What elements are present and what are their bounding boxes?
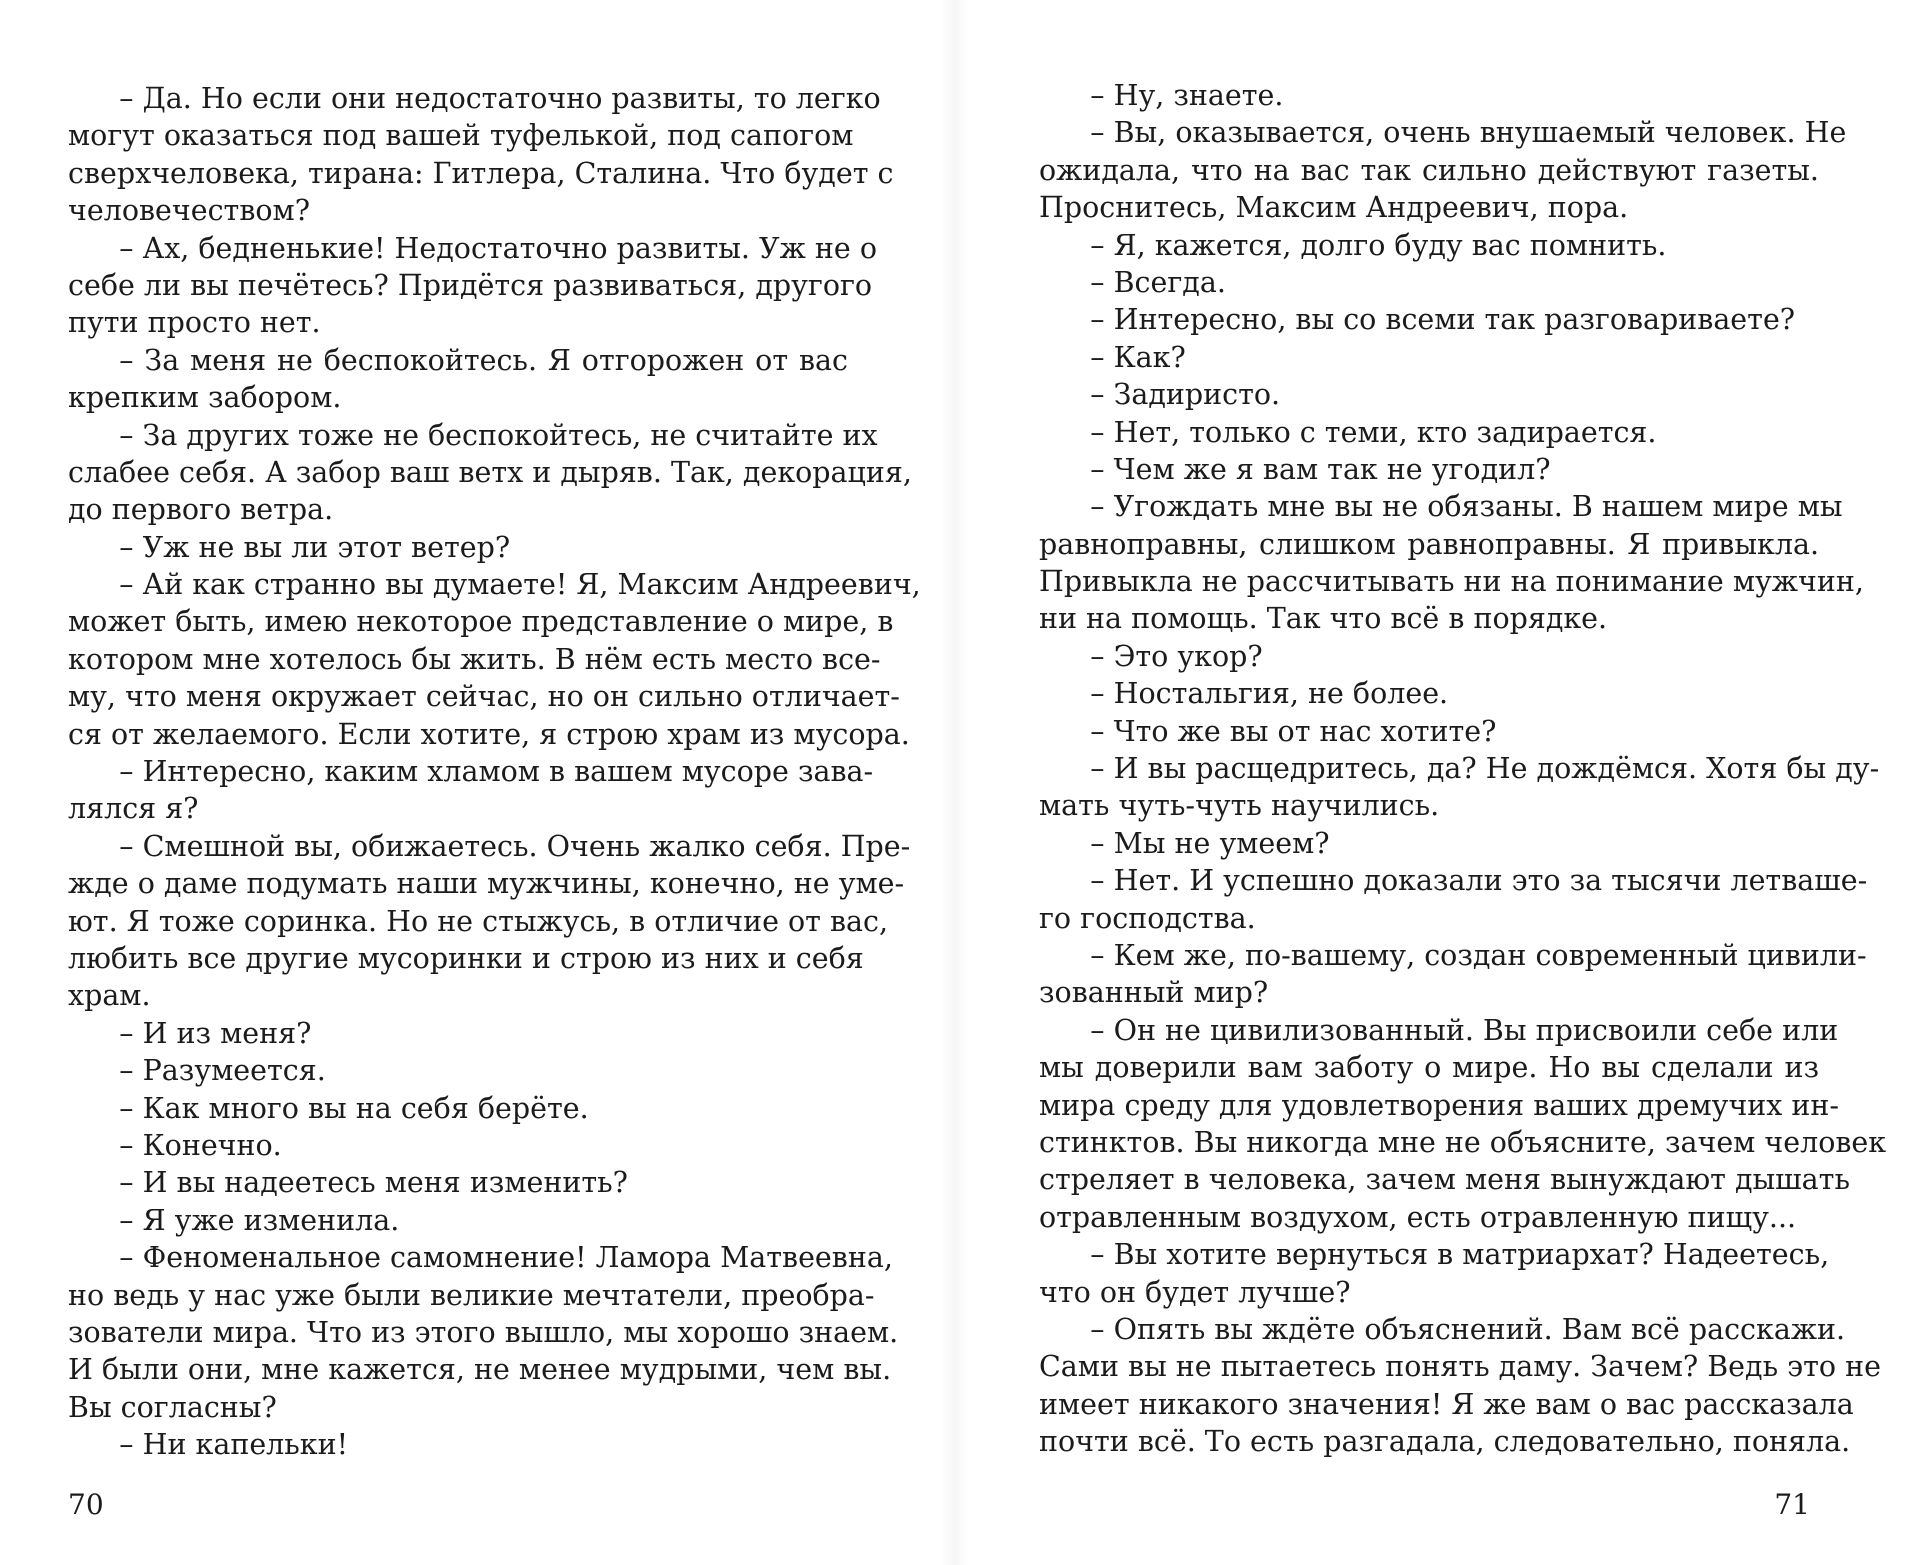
text-line: – И из меня?: [119, 1016, 312, 1050]
text-line: – Ну, знаете.: [1090, 79, 1284, 112]
text-line: – Ностальгия, не более.: [1090, 677, 1449, 711]
text-line: Вы согласны?: [68, 1390, 277, 1424]
text-line: – Уж не вы ли этот ветер?: [119, 530, 511, 564]
text-line: Проснитесь, Максим Андреевич, пора.: [1039, 191, 1629, 225]
text-line: ожидала, что на вас так сильно действуют газеты.: [1039, 153, 1819, 187]
text-line: – Я уже изменила.: [119, 1203, 400, 1237]
text-line: ся от желаемого. Если хотите, я строю храм из мусора.: [68, 717, 910, 751]
right-page-text: [1039, 77, 1887, 1460]
text-line: – Да. Но если они недостаточно развиты, то легко: [119, 82, 881, 115]
text-line: стинктов. Вы никогда мне не объясните, зачем человек: [1039, 1125, 1887, 1159]
text-line: равноправны, слишком равноправны. Я привыкла.: [1039, 527, 1819, 561]
text-line: – Задиристо.: [1090, 378, 1281, 412]
text-line: – Феноменальное самомнение! Ламора Матвеевна,: [119, 1241, 893, 1275]
text-line: И были они, мне кажется, не менее мудрыми, чем вы.: [68, 1353, 892, 1387]
text-line: – И вы надеетесь меня изменить?: [119, 1166, 628, 1200]
text-line: почти всё. То есть разгадала, следовательно, поняла.: [1039, 1425, 1851, 1459]
text-line: – Ах, бедненькие! Недостаточно развиты. Уж не о: [119, 231, 877, 265]
text-line: го господства.: [1039, 901, 1256, 935]
text-line: сверхчеловека, тирана: Гитлера, Сталина. Что будет с: [68, 156, 894, 190]
text-line: – Это укор?: [1090, 639, 1263, 673]
text-line: ни на помощь. Так что всё в порядке.: [1039, 602, 1608, 636]
text-line: любить все другие мусоринки и строю из них и себя: [68, 941, 864, 975]
text-line: – Нет. И успешно доказали это за тысячи летваше-: [1090, 864, 1868, 898]
text-line: – За других тоже не беспокойтесь, не считайте их: [119, 418, 878, 452]
text-line: храм.: [68, 979, 151, 1013]
text-line: – Смешной вы, обижаетесь. Очень жалко себя. Пре-: [119, 829, 911, 863]
text-line: – Кем же, по-вашему, создан современный цивили-: [1090, 938, 1867, 972]
text-line: – Всегда.: [1090, 265, 1226, 299]
left-page-number: 70: [68, 1488, 104, 1521]
text-line: – Опять вы ждёте объяснений. Вам всё расскажи.: [1090, 1312, 1846, 1346]
text-line: мы доверили вам заботу о мире. Но вы сделали из: [1039, 1051, 1819, 1085]
text-line: – Нет, только с теми, кто задирается.: [1090, 415, 1657, 449]
text-line: Привыкла не рассчитывать ни на понимание мужчин,: [1039, 565, 1864, 599]
left-page-text: [68, 80, 921, 1463]
text-line: – Вы, оказывается, очень внушаемый человек. Не: [1090, 116, 1847, 150]
text-line: отравленным воздухом, есть отравленную пищу...: [1039, 1200, 1797, 1234]
text-line: – За меня не беспокойтесь. Я отгорожен от вас: [119, 343, 848, 377]
text-line: но ведь у нас уже были великие мечтатели, преобра-: [68, 1278, 875, 1312]
text-line: котором мне хотелось бы жить. В нём есть место все-: [68, 642, 881, 676]
text-line: себе ли вы печётесь? Придётся развиваться, другого: [68, 268, 873, 302]
text-line: зованный мир?: [1039, 976, 1269, 1010]
text-line: мать чуть-чуть научились.: [1039, 789, 1440, 823]
text-line: может быть, имею некоторое представление о мире, в: [68, 605, 894, 639]
text-line: му, что меня окружает сейчас, но он сильно отличает-: [68, 680, 900, 714]
text-line: – Я, кажется, долго буду вас помнить.: [1090, 228, 1667, 262]
text-line: – Интересно, каким хламом в вашем мусоре зава-: [119, 755, 874, 789]
text-line: – Что же вы от нас хотите?: [1090, 714, 1497, 748]
text-line: имеет никакого значения! Я же вам о вас рассказала: [1039, 1387, 1854, 1421]
text-line: до первого ветра.: [68, 493, 334, 527]
text-line: – Ни капельки!: [119, 1428, 349, 1462]
text-line: – Ай как странно вы думаете! Я, Максим Андреевич,: [119, 568, 921, 602]
text-line: – И вы расщедритесь, да? Не дождёмся. Хотя бы ду-: [1090, 752, 1880, 786]
text-line: мира среду для удовлетворения ваших дремучих ин-: [1039, 1088, 1840, 1122]
text-line: Сами вы не пытаетесь понять даму. Зачем? Ведь это не: [1039, 1350, 1881, 1384]
text-line: – Чем же я вам так не угодил?: [1090, 452, 1551, 486]
text-line: крепким забором.: [68, 381, 342, 415]
text-line: пути просто нет.: [68, 306, 321, 340]
text-line: – Конечно.: [119, 1128, 282, 1162]
text-line: – Как много вы на себя берёте.: [119, 1091, 589, 1125]
text-line: – Интересно, вы со всеми так разговариваете?: [1090, 303, 1796, 337]
text-line: стреляет в человека, зачем меня вынуждают дышать: [1039, 1163, 1850, 1197]
text-line: что он будет лучше?: [1039, 1275, 1351, 1309]
text-line: – Мы не умеем?: [1090, 826, 1330, 860]
text-line: слабее себя. А забор ваш ветх и дыряв. Так, декорация,: [68, 455, 912, 489]
text-line: – Вы хотите вернуться в матриархат? Надеетесь,: [1090, 1238, 1830, 1272]
text-line: – Угождать мне вы не обязаны. В нашем мире мы: [1090, 490, 1843, 524]
text-line: лялся я?: [68, 792, 199, 826]
text-line: человечеством?: [68, 194, 310, 228]
text-line: ют. Я тоже соринка. Но не стыжусь, в отличие от вас,: [68, 904, 889, 938]
right-page: [955, 0, 1910, 1565]
text-line: могут оказаться под вашей туфелькой, под сапогом: [68, 119, 854, 153]
text-line: зователи мира. Что из этого вышло, мы хорошо знаем.: [68, 1315, 899, 1349]
text-line: – Он не цивилизованный. Вы присвоили себе или: [1090, 1013, 1839, 1047]
right-page-number: 71: [1774, 1488, 1810, 1521]
text-line: жде о даме подумать наши мужчины, конечно, не уме-: [68, 867, 905, 901]
text-line: – Как?: [1090, 340, 1186, 374]
text-line: – Разумеется.: [119, 1054, 326, 1088]
